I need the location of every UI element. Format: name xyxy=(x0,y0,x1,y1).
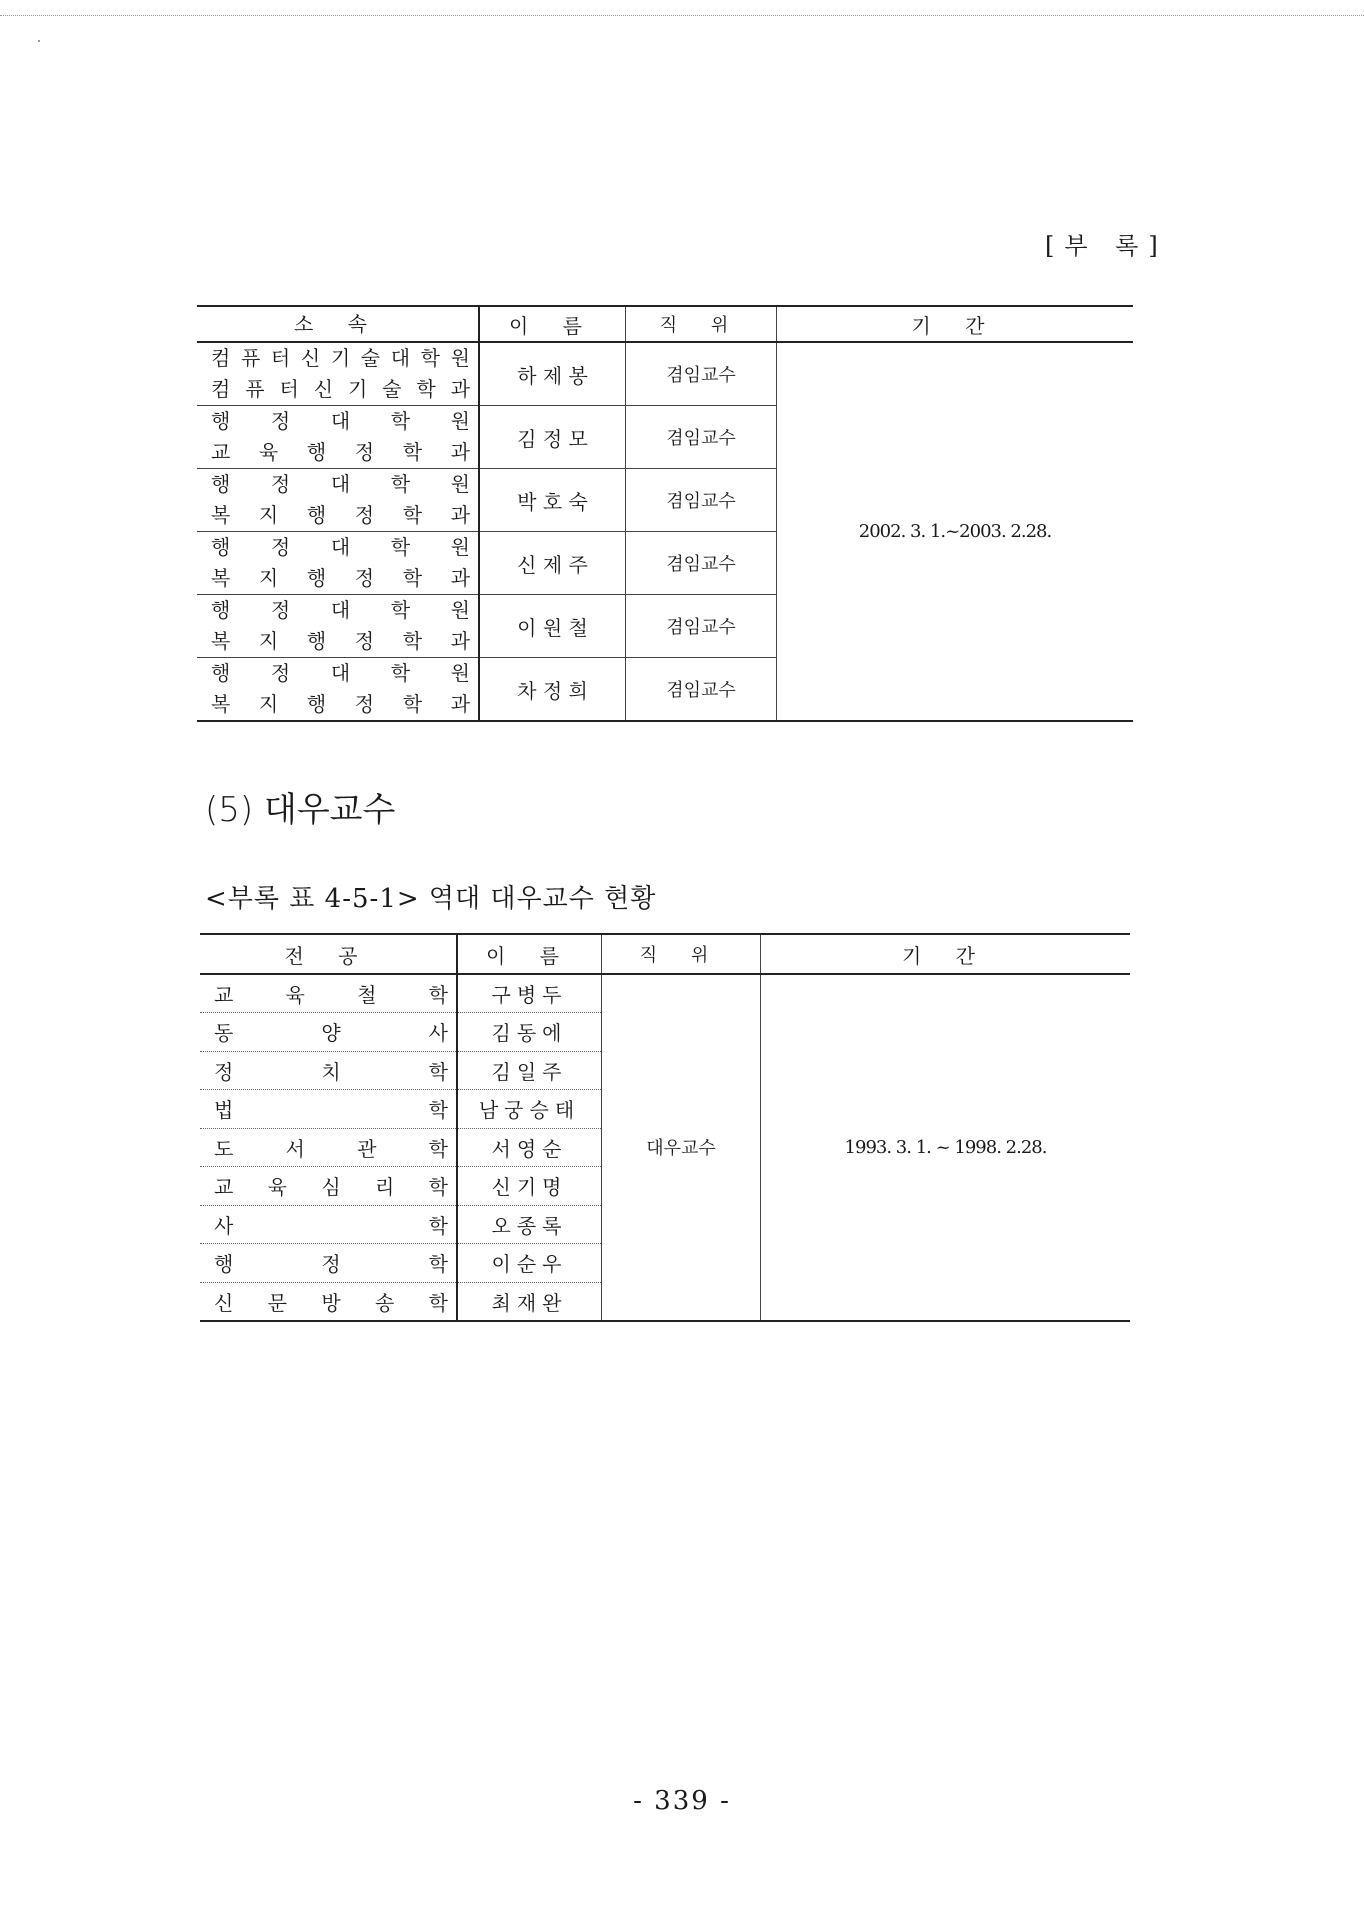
major-label: 교 육 심 리 학 xyxy=(214,1175,448,1200)
name-cell: 서영순 xyxy=(457,1128,602,1167)
appendix-header-tag: [부 록] xyxy=(1045,232,1168,260)
affiliation-department: 복 지 행 정 학 과 xyxy=(211,566,470,590)
affiliation-school: 행 정 대 학 원 xyxy=(211,472,470,496)
col-header-period: 기 간 xyxy=(777,306,1134,342)
name-cell: 신기명 xyxy=(457,1167,602,1206)
affiliation-school: 행 정 대 학 원 xyxy=(211,598,470,622)
col-header-period: 기 간 xyxy=(761,934,1131,974)
affiliation-school: 행 정 대 학 원 xyxy=(211,535,470,559)
affiliation-department: 복 지 행 정 학 과 xyxy=(211,692,470,716)
major-label: 교 육 철 학 xyxy=(214,983,448,1007)
name-cell: 오종록 xyxy=(457,1205,602,1244)
affiliation-cell xyxy=(197,342,479,406)
col-header-position: 직 위 xyxy=(626,306,777,342)
affiliation-school: 행 정 대 학 원 xyxy=(211,661,470,685)
affiliation-department: 복 지 행 정 학 과 xyxy=(211,629,470,653)
major-cell xyxy=(200,1013,457,1052)
major-label: 동 양 사 xyxy=(214,1021,448,1046)
affiliation-cell xyxy=(197,469,479,532)
name-cell: 남궁승태 xyxy=(457,1090,602,1129)
name-cell: 하 제 봉 xyxy=(479,342,626,406)
name-cell: 김 정 모 xyxy=(479,406,626,469)
position-cell: 겸임교수 xyxy=(626,595,777,658)
major-cell xyxy=(200,1282,457,1321)
affiliation-department: 복 지 행 정 학 과 xyxy=(211,503,470,527)
name-cell: 차 정 희 xyxy=(479,658,626,722)
name-cell: 이 원 철 xyxy=(479,595,626,658)
table-row xyxy=(200,974,1130,1013)
position-cell: 겸임교수 xyxy=(626,532,777,595)
col-header-name: 이 름 xyxy=(479,306,626,342)
affiliation-school: 컴 퓨 터 신 기 술 대 학 원 xyxy=(211,346,470,370)
name-cell: 신 제 주 xyxy=(479,532,626,595)
table-caption: <부록 표 4-5-1> 역대 대우교수 현황 xyxy=(205,884,657,914)
affiliation-cell xyxy=(197,658,479,722)
major-cell xyxy=(200,1205,457,1244)
adjunct-professor-table xyxy=(197,305,1133,722)
scan-edge-line xyxy=(0,15,1364,16)
name-cell: 최재완 xyxy=(457,1282,602,1321)
affiliation-cell xyxy=(197,532,479,595)
major-label: 사 학 xyxy=(214,1213,448,1238)
col-header-affiliation: 소 속 xyxy=(197,306,479,342)
major-cell xyxy=(200,1244,457,1283)
section-title: (5) 대우교수 xyxy=(205,790,396,830)
major-cell xyxy=(200,1090,457,1129)
major-cell xyxy=(200,1128,457,1167)
visiting-professor-table xyxy=(200,933,1130,1322)
position-cell: 겸임교수 xyxy=(626,469,777,532)
page-number: - 339 - xyxy=(633,1786,731,1816)
table-header-row xyxy=(197,306,1133,342)
table-row xyxy=(197,342,1133,406)
name-cell: 김일주 xyxy=(457,1051,602,1090)
major-cell xyxy=(200,1167,457,1206)
name-cell: 김동에 xyxy=(457,1013,602,1052)
major-label: 도 서 관 학 xyxy=(214,1136,448,1161)
major-label: 정 치 학 xyxy=(214,1059,448,1084)
period-cell: 1993. 3. 1. ~ 1998. 2.28. xyxy=(844,1136,1047,1158)
name-cell: 이순우 xyxy=(457,1244,602,1283)
scan-speck xyxy=(38,40,40,42)
col-header-major: 전 공 xyxy=(200,934,457,974)
major-cell xyxy=(200,974,457,1013)
major-cell xyxy=(200,1051,457,1090)
position-cell: 대우교수 xyxy=(602,974,761,1321)
position-cell: 겸임교수 xyxy=(626,658,777,722)
col-header-name: 이 름 xyxy=(457,934,602,974)
table-header-row xyxy=(200,934,1130,974)
period-cell: 2002. 3. 1.~2003. 2.28. xyxy=(858,521,1052,542)
position-cell: 겸임교수 xyxy=(626,406,777,469)
col-header-position: 직 위 xyxy=(602,934,761,974)
position-cell: 겸임교수 xyxy=(626,342,777,406)
affiliation-cell xyxy=(197,595,479,658)
affiliation-department: 교 육 행 정 학 과 xyxy=(211,440,470,464)
major-label: 법 학 xyxy=(214,1098,448,1123)
affiliation-department: 컴 퓨 터 신 기 술 학 과 xyxy=(211,377,470,401)
major-label: 신 문 방 송 학 xyxy=(214,1290,448,1315)
name-cell: 구병두 xyxy=(457,974,602,1013)
name-cell: 박 호 숙 xyxy=(479,469,626,532)
affiliation-cell xyxy=(197,406,479,469)
major-label: 행 정 학 xyxy=(214,1252,448,1277)
affiliation-school: 행 정 대 학 원 xyxy=(211,409,470,433)
